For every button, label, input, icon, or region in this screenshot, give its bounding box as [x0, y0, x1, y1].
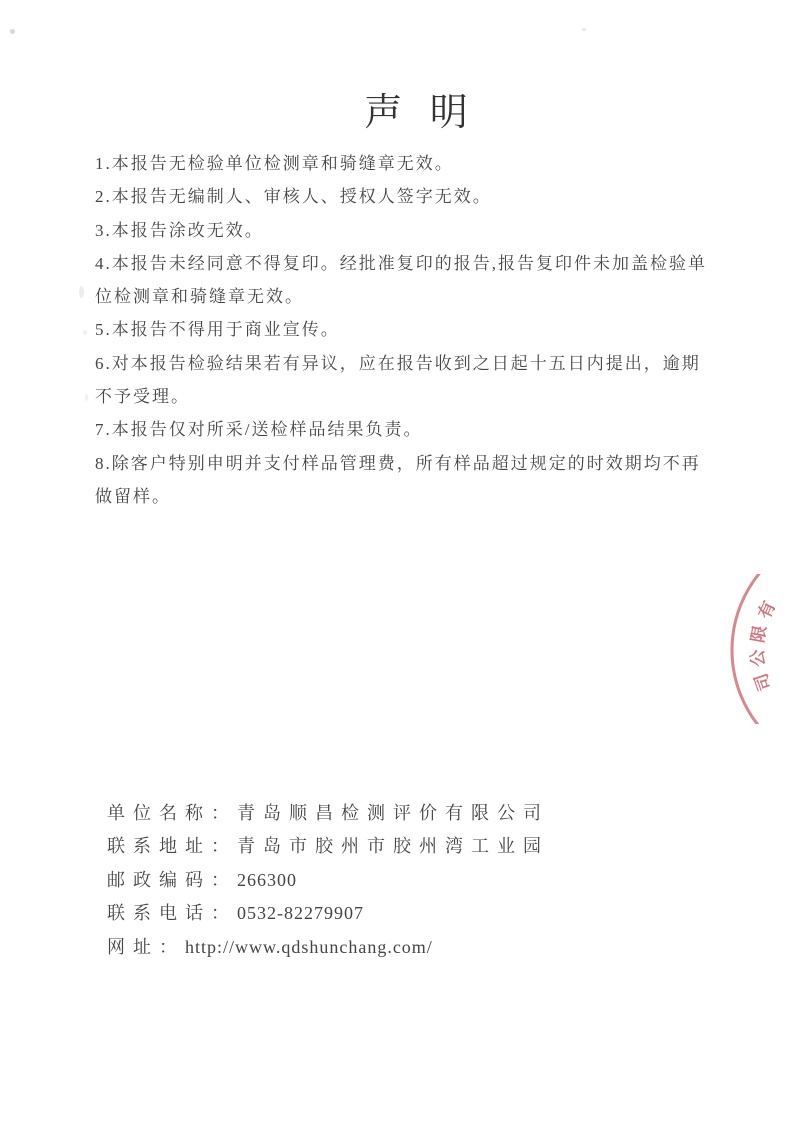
scan-artifact [79, 286, 84, 298]
seal-char: 公 [747, 648, 769, 668]
contact-row [107, 830, 549, 863]
contact-row [107, 864, 549, 897]
notice-line: 3.本报告涂改无效。 [95, 220, 264, 240]
contact-row [107, 897, 549, 930]
notice-line: 7.本报告仅对所采/送检样品结果负责。 [95, 420, 423, 440]
contact-label: 联系电话： [107, 903, 237, 924]
notice-line: 8.除客户特别申明并支付样品管理费，所有样品超过规定的时效期均不再 [95, 453, 701, 473]
notice-line: 做留样。 [95, 486, 171, 506]
seal-arc [732, 574, 793, 724]
scan-artifact [10, 29, 15, 34]
notice-line: 4.本报告未经同意不得复印。经批准复印的报告,报告复印件未加盖检验单 [95, 253, 707, 273]
contact-value: 青岛市胶州市胶州湾工业园 [237, 836, 549, 857]
seal-characters [748, 598, 779, 693]
contact-label: 邮政编码： [107, 869, 237, 890]
notice-list [95, 147, 735, 513]
scan-artifact [85, 394, 88, 401]
contact-label: 联系地址： [107, 836, 237, 857]
contact-row [107, 931, 549, 964]
contact-value: 青岛顺昌检测评价有限公司 [237, 803, 549, 823]
seal-char: 限 [748, 623, 770, 645]
notice-line: 5.本报告不得用于商业宣传。 [95, 320, 340, 340]
contact-label: 网址： [107, 936, 185, 957]
contact-row [107, 797, 549, 830]
scan-artifact [83, 330, 87, 335]
seal-char: 有 [754, 598, 780, 622]
notice-line: 6.对本报告检验结果若有异议，应在报告收到之日起十五日内提出，逾期 [95, 353, 701, 373]
seal-char: 司 [751, 670, 775, 694]
contact-value: 0532-82279907 [237, 903, 364, 924]
company-seal-stamp [721, 574, 793, 724]
contact-label: 单位名称： [107, 803, 237, 823]
contact-value: 266300 [237, 869, 297, 890]
contact-value: http://www.qdshunchang.com/ [185, 936, 433, 957]
contact-block [107, 797, 549, 964]
notice-line: 位检测章和骑缝章无效。 [95, 287, 304, 307]
scan-artifact [582, 28, 586, 31]
page-title: 声 明 [364, 92, 470, 134]
notice-line: 不予受理。 [95, 387, 190, 407]
notice-line: 2.本报告无编制人、审核人、授权人签字无效。 [95, 187, 492, 207]
notice-line: 1.本报告无检验单位检测章和骑缝章无效。 [95, 154, 454, 173]
